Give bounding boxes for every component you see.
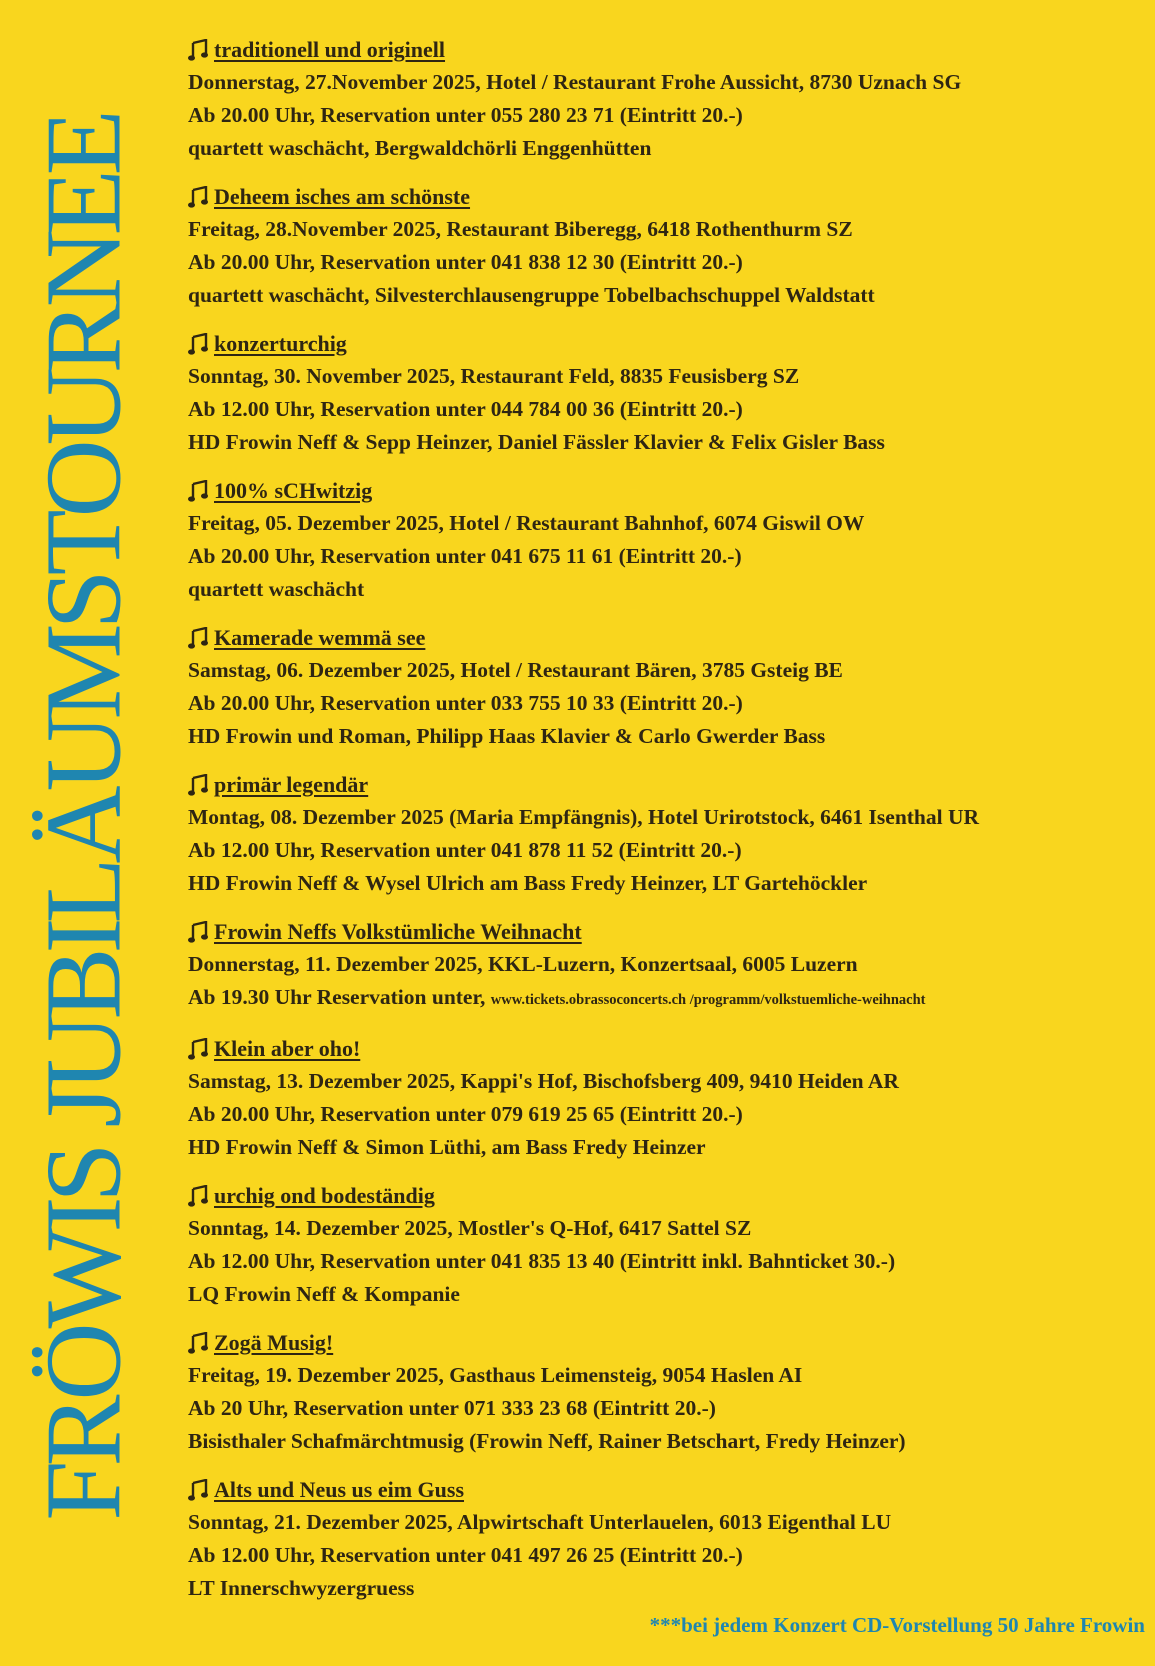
event-title	[188, 34, 1133, 66]
event-item	[188, 328, 1133, 459]
event-performers: quartett waschächt, Bergwaldchörli Enggenhütten	[188, 136, 652, 160]
event-reservation: Ab 20.00 Uhr, Reservation unter 041 675 11 61 (Eintritt 20.-)	[188, 544, 742, 568]
event-title	[188, 1327, 1133, 1359]
event-item	[188, 1327, 1133, 1458]
event-date-venue: Donnerstag, 11. Dezember 2025, KKL-Luzern, Konzertsaal, 6005 Luzern	[188, 952, 858, 976]
event-title	[188, 1474, 1133, 1506]
event-title	[188, 622, 1133, 654]
event-performers: quartett waschächt, Silvesterchlausengruppe Tobelbachschuppel Waldstatt	[188, 283, 875, 307]
music-note-icon	[188, 774, 208, 796]
music-note-icon	[188, 39, 208, 61]
event-title	[188, 181, 1133, 213]
event-date-venue: Sonntag, 14. Dezember 2025, Mostler's Q-Hof, 6417 Sattel SZ	[188, 1216, 752, 1240]
event-reservation: Ab 12.00 Uhr, Reservation unter 044 784 00 36 (Eintritt 20.-)	[188, 397, 743, 421]
event-performers: quartett waschächt	[188, 577, 365, 601]
event-date-venue: Donnerstag, 27.November 2025, Hotel / Restaurant Frohe Aussicht, 8730 Uznach SG	[188, 70, 962, 94]
tour-title-text: FRÖWIS JUBILÄUMSTOURNEE	[25, 115, 144, 1521]
event-reservation: Ab 20.00 Uhr, Reservation unter 033 755 10 33 (Eintritt 20.-)	[188, 691, 743, 715]
event-title-text: Zogä Musig!	[214, 1330, 334, 1355]
event-title-text: Kamerade wemmä see	[214, 625, 426, 650]
footer-note: ***bei jedem Konzert CD-Vorstellung 50 Jahre Frowin	[649, 1613, 1145, 1637]
event-title-text: Alts und Neus us eim Guss	[214, 1477, 465, 1502]
event-performers: HD Frowin Neff & Sepp Heinzer, Daniel Fässler Klavier & Felix Gisler Bass	[188, 430, 885, 454]
event-item	[188, 1033, 1133, 1164]
event-date-venue: Samstag, 13. Dezember 2025, Kappi's Hof, Bischofsberg 409, 9410 Heiden AR	[188, 1069, 899, 1093]
event-performers: HD Frowin und Roman, Philipp Haas Klavier & Carlo Gwerder Bass	[188, 724, 826, 748]
tour-title	[5, 108, 165, 1528]
event-title-text: Klein aber oho!	[214, 1036, 361, 1061]
event-title	[188, 475, 1133, 507]
event-reservation: Ab 12.00 Uhr, Reservation unter 041 497 26 25 (Eintritt 20.-)	[188, 1543, 743, 1567]
event-title	[188, 916, 1133, 948]
event-reservation: Ab 20 Uhr, Reservation unter 071 333 23 68 (Eintritt 20.-)	[188, 1396, 716, 1420]
music-note-icon	[188, 1185, 208, 1207]
event-reservation: Ab 20.00 Uhr, Reservation unter 041 838 12 30 (Eintritt 20.-)	[188, 250, 743, 274]
music-note-icon	[188, 480, 208, 502]
event-performers: HD Frowin Neff & Simon Lüthi, am Bass Fredy Heinzer	[188, 1135, 706, 1159]
event-item	[188, 916, 1133, 1017]
event-date-venue: Samstag, 06. Dezember 2025, Hotel / Restaurant Bären, 3785 Gsteig BE	[188, 658, 843, 682]
event-title	[188, 328, 1133, 360]
event-title	[188, 1180, 1133, 1212]
event-performers: LQ Frowin Neff & Kompanie	[188, 1282, 460, 1306]
event-item	[188, 1180, 1133, 1311]
music-note-icon	[188, 1332, 208, 1354]
music-note-icon	[188, 333, 208, 355]
event-item	[188, 1474, 1133, 1605]
event-performers: LT Innerschwyzergruess	[188, 1576, 415, 1600]
music-note-icon	[188, 1038, 208, 1060]
music-note-icon	[188, 186, 208, 208]
event-date-venue: Freitag, 05. Dezember 2025, Hotel / Restaurant Bahnhof, 6074 Giswil OW	[188, 511, 865, 535]
music-note-icon	[188, 627, 208, 649]
event-reservation-line	[188, 981, 1133, 1017]
event-reservation: Ab 20.00 Uhr, Reservation unter 055 280 23 71 (Eintritt 20.-)	[188, 103, 743, 127]
music-note-icon	[188, 1479, 208, 1501]
event-performers: Bisisthaler Schafmärchtmusig (Frowin Neff, Rainer Betschart, Fredy Heinzer)	[188, 1429, 906, 1453]
event-title-text: Frowin Neffs Volkstümliche Weihnacht	[214, 919, 582, 944]
music-note-icon	[188, 921, 208, 943]
event-reservation: Ab 20.00 Uhr, Reservation unter 079 619 25 65 (Eintritt 20.-)	[188, 1102, 743, 1126]
event-title-text: urchig ond bodeständig	[214, 1183, 435, 1208]
event-reservation: Ab 19.30 Uhr Reservation unter,	[188, 985, 486, 1009]
event-title	[188, 769, 1133, 801]
event-title-text: traditionell und originell	[214, 37, 446, 62]
event-list	[188, 34, 1133, 1621]
event-date-venue: Freitag, 28.November 2025, Restaurant Biberegg, 6418 Rothenthurm SZ	[188, 217, 853, 241]
event-date-venue: Freitag, 19. Dezember 2025, Gasthaus Leimensteig, 9054 Haslen AI	[188, 1363, 803, 1387]
event-item	[188, 181, 1133, 312]
event-date-venue: Montag, 08. Dezember 2025 (Maria Empfängnis), Hotel Urirotstock, 6461 Isenthal UR	[188, 805, 980, 829]
ticket-url-link[interactable]: www.tickets.obrassoconcerts.ch /programm/volkstuemliche-weihnacht	[490, 992, 926, 1008]
event-reservation: Ab 12.00 Uhr, Reservation unter 041 835 13 40 (Eintritt inkl. Bahnticket 30.-)	[188, 1249, 896, 1273]
event-performers: HD Frowin Neff & Wysel Ulrich am Bass Fredy Heinzer, LT Gartehöckler	[188, 871, 868, 895]
event-item	[188, 622, 1133, 753]
event-title	[188, 1033, 1133, 1065]
event-item	[188, 34, 1133, 165]
event-title-text: 100% sCHwitzig	[214, 478, 373, 503]
event-item	[188, 769, 1133, 900]
event-title-text: Deheem isches am schönste	[214, 184, 471, 209]
event-date-venue: Sonntag, 21. Dezember 2025, Alpwirtschaft Unterlauelen, 6013 Eigenthal LU	[188, 1510, 892, 1534]
event-title-text: primär legendär	[214, 772, 369, 797]
event-title-text: konzerturchig	[214, 331, 347, 356]
event-item	[188, 475, 1133, 606]
event-reservation: Ab 12.00 Uhr, Reservation unter 041 878 11 52 (Eintritt 20.-)	[188, 838, 742, 862]
event-date-venue: Sonntag, 30. November 2025, Restaurant Feld, 8835 Feusisberg SZ	[188, 364, 800, 388]
